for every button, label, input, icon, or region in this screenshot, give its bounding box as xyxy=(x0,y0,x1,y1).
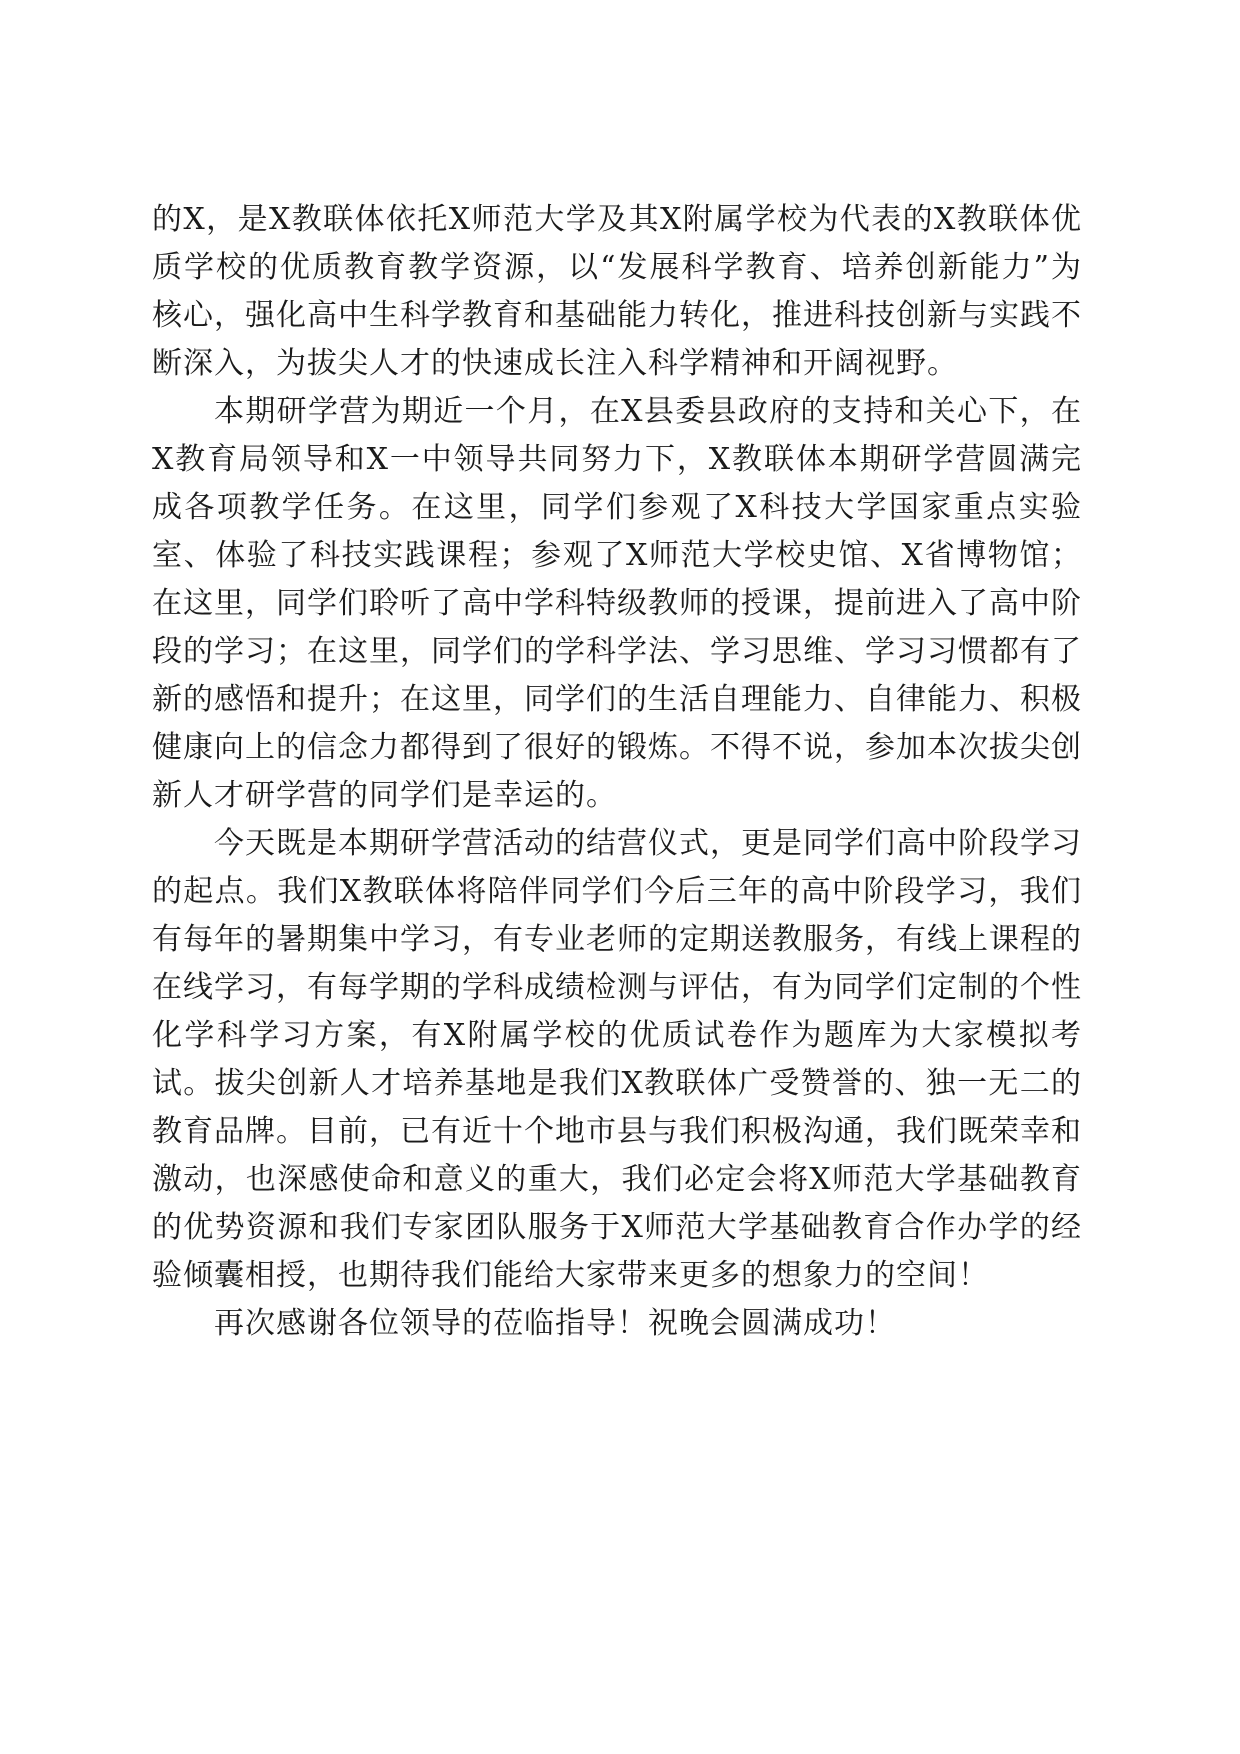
document-body xyxy=(152,196,1082,1348)
paragraph-study-camp-summary: 本期研学营为期近一个月，在X县委县政府的支持和关心下，在X教育局领导和X一中领导共同努力下，X教联体本期研学营圆满完成各项教学任务。在这里，同学们参观了X科技大学国家重点实验室、体验了科技实践课程；参观了X师范大学校史馆、X省博物馆；在这里，同学们聆听了高中学科特级教师的授课，提前进入了高中阶段的学习；在这里，同学们的学科学法、学习思维、学习习惯都有了新的感悟和提升；在这里，同学们的生活自理能力、自律能力、积极健康向上的信念力都得到了很好的锻炼。不得不说，参加本次拔尖创新人才研学营的同学们是幸运的。 xyxy=(152,394,1082,813)
paragraph-continued: 的X，是X教联体依托X师范大学及其X附属学校为代表的X教联体优质学校的优质教育教学资源，以“发展科学教育、培养创新能力”为核心，强化高中生科学教育和基础能力转化，推进科技创新与实践不断深入，为拔尖人才的快速成长注入科学精神和开阔视野。 xyxy=(152,202,1082,381)
paragraph-closing-ceremony: 今天既是本期研学营活动的结营仪式，更是同学们高中阶段学习的起点。我们X教联体将陪伴同学们今后三年的高中阶段学习，我们有每年的暑期集中学习，有专业老师的定期送教服务，有线上课程的在线学习，有每学期的学科成绩检测与评估，有为同学们定制的个性化学科学习方案，有X附属学校的优质试卷作为题库为大家模拟考试。拔尖创新人才培养基地是我们X教联体广受赞誉的、独一无二的教育品牌。目前，已有近十个地市县与我们积极沟通，我们既荣幸和激动，也深感使命和意义的重大，我们必定会将X师范大学基础教育的优势资源和我们专家团队服务于X师范大学基础教育合作办学的经验倾囊相授，也期待我们能给大家带来更多的想象力的空间！ xyxy=(152,826,1082,1293)
paragraph-thanks: 再次感谢各位领导的莅临指导！祝晚会圆满成功！ xyxy=(214,1306,896,1341)
